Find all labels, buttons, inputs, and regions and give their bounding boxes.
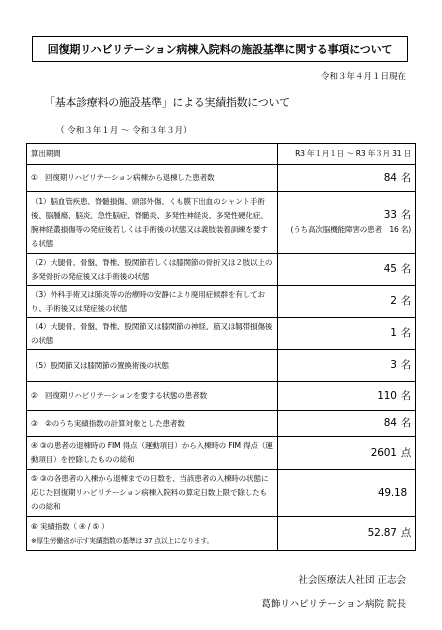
value-unit: 名 — [400, 295, 411, 307]
footer-hospital: 葛飾リハビリテーション病院 院長 — [261, 599, 406, 610]
row-value — [278, 165, 416, 192]
table-header-row — [27, 144, 416, 165]
table-row — [27, 165, 416, 192]
row-label: （4）大腿骨、骨盤、脊椎、股関節又は膝関節の神経、筋又は靱帯損傷後の状態 — [27, 318, 278, 350]
row-label: ② 回復期リハビリテーションを要する状態の患者数 — [27, 382, 278, 411]
value-number: 49.18 — [377, 486, 407, 499]
table-row — [27, 192, 416, 254]
row-label: （3）外科手術又は肺炎等の治療時の安静により廃用症候群を有しており、手術後又は発症後の状態 — [27, 286, 278, 318]
row-label: ④ ③の患者の退棟時の FIM 得点（運動項目）から入棟時の FIM 得点（運動項目）を控除したものの総和 — [27, 437, 278, 470]
row-value — [278, 382, 416, 411]
value-number: 84 — [383, 171, 397, 184]
value-number: 45 — [383, 263, 397, 275]
value-number: 33 — [383, 209, 397, 221]
value-unit: 点 — [400, 446, 411, 459]
row-value — [278, 254, 416, 286]
table-row — [27, 254, 416, 286]
value-note: (うち高次脳機能障害の患者 16 名) — [290, 225, 411, 234]
row-label: （2）大腿骨、骨盤、脊椎、股関節若しくは膝関節の骨折又は２肢以上の多発骨折の発症後又は手術後の状態 — [27, 254, 278, 286]
value-number: 52.87 — [367, 527, 397, 539]
row-label — [27, 517, 278, 551]
value-number: 2601 — [370, 446, 397, 459]
table-row — [27, 517, 416, 551]
value-unit: 名 — [400, 171, 411, 184]
value-unit: 名 — [400, 359, 411, 371]
indicator-table — [26, 143, 416, 551]
row-value — [278, 318, 416, 350]
header-label-cell: 算出期間 — [27, 144, 278, 165]
row-value — [278, 411, 416, 437]
row-value — [278, 192, 416, 254]
value-unit: 名 — [400, 417, 411, 429]
table-row — [27, 318, 416, 350]
document-title-box — [32, 36, 408, 62]
row-value — [278, 517, 416, 551]
row-label: ③ ②のうち実績指数の計算対象とした患者数 — [27, 411, 278, 437]
table-row — [27, 286, 416, 318]
document-title: 回復期リハビリテーション病棟入院料の施設基準に関する事項について — [47, 43, 393, 56]
value-number: 110 — [377, 389, 397, 402]
header-value-cell: R3 年１月１日 ～ R3 年３月 31 日 — [278, 144, 416, 165]
standard-note: ※厚生労働省が示す実績指数の基準は 37 点以上になります。 — [31, 536, 214, 545]
calculation-period: （ 令和３年１月 ～ 令和３年３月） — [56, 126, 192, 136]
table-row — [27, 470, 416, 517]
value-number: 84 — [383, 417, 397, 429]
table-row — [27, 350, 416, 382]
row-value — [278, 437, 416, 470]
row-value — [278, 470, 416, 517]
footer-organization: 社会医療法人社団 正志会 — [298, 575, 406, 586]
table-row — [27, 382, 416, 411]
as-of-date: 令和３年４月１日現在 — [320, 72, 406, 82]
result-label: ⑥ 実績指数（ ④ / ⑤ ） — [31, 521, 109, 531]
row-label: ① 回復期リハビリテーション病棟から退棟した患者数 — [27, 165, 278, 192]
value-unit: 名 — [400, 389, 411, 402]
value-unit: 点 — [400, 527, 411, 539]
value-number: 1 — [390, 327, 397, 339]
row-value — [278, 286, 416, 318]
value-number: 2 — [390, 295, 397, 307]
table-row — [27, 437, 416, 470]
row-label: （5）股関節又は膝関節の置換術後の状態 — [27, 350, 278, 382]
value-unit: 名 — [400, 263, 411, 275]
value-unit: 名 — [400, 327, 411, 339]
value-unit: 名 — [400, 209, 411, 221]
row-value — [278, 350, 416, 382]
row-label: ⑤ ③の各患者の入棟から退棟までの日数を、当該患者の入棟時の状態に応じた回復期リハビリテーション病棟入院料の算定日数上限で除したものの総和 — [27, 470, 278, 517]
row-label: （1）脳血管疾患、脊髄損傷、頭部外傷、くも膜下出血のシャント手術後、脳腫瘍、脳炎、急性脳症、脊髄炎、多発性神経炎、多発性硬化症、腕神経叢損傷等の発症後若しくは手術後の状態又は義肢装着訓練を要する状態 — [27, 192, 278, 254]
table-row — [27, 411, 416, 437]
value-number: 3 — [390, 359, 397, 371]
section-heading: 「基本診療料の施設基準」による実績指数について — [44, 96, 290, 109]
